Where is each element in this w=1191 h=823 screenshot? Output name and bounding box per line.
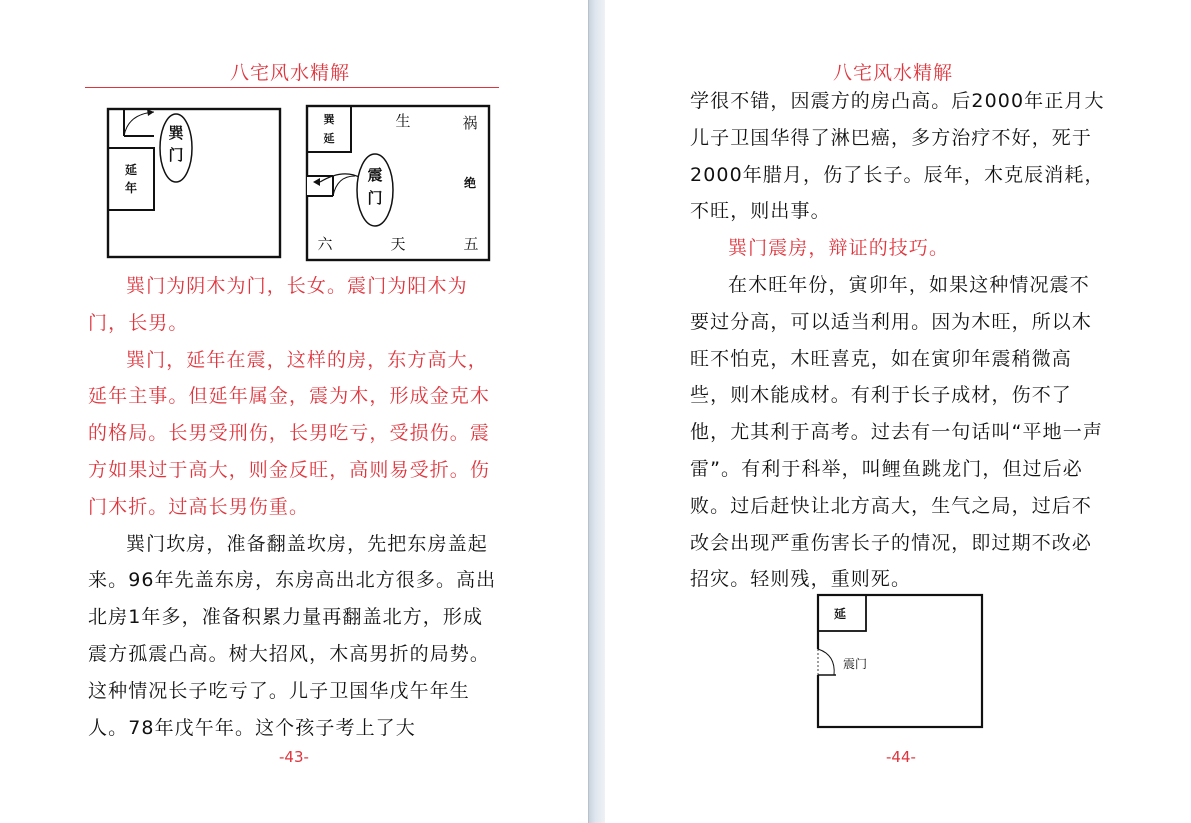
star-wu: 五 — [463, 235, 479, 253]
yan-corner-label: 延 — [833, 607, 847, 621]
star-jue: 绝 — [463, 176, 477, 190]
yannian-room-label-1: 延 — [124, 163, 138, 177]
page-number: -43- — [279, 748, 309, 766]
page-number: -44- — [886, 748, 916, 766]
corner-label-1: 巽 — [323, 113, 335, 126]
left-page — [0, 0, 588, 823]
paragraph: 巽门为阴木为门，长女。震门为阳木为门，长男。 — [88, 275, 468, 334]
star-huo: 祸 — [462, 114, 478, 132]
running-header: 八宅风水精解 — [230, 62, 351, 84]
running-header: 八宅风水精解 — [833, 62, 954, 84]
xun-door-floorplan — [104, 104, 284, 260]
paragraph: 在木旺年份，寅卯年，如果这种情况震不要过分高，可以适当利用。因为木旺，所以木旺不怕克，木旺喜克，如在寅卯年震稍微高些，则木能成材。有利于长子成材，伤不了他，尤其利于高考。过去有一句话叫“平地一声雷”。有利于科举，叫鲤鱼跳龙门，但过后必败。过后赶快让北方高大，生气之局，过后不改会出现严重伤害长子的情况，即过期不改必招灾。轻则残，重则死。 — [690, 273, 1103, 591]
zhen-door-small-label: 震门 — [843, 657, 868, 671]
header-rule — [85, 87, 499, 88]
paragraph: 学很不错，因震方的房凸高。后2000年正月大儿子卫国华得了淋巴癌，多方治疗不好，死于2000年腊月，伤了长子。辰年，木克辰消耗，不旺，则出事。 — [690, 90, 1105, 223]
star-liu: 六 — [317, 235, 333, 253]
zhen-door-label-1: 震 — [367, 166, 383, 184]
zhen-door-floorplan-small — [814, 591, 986, 731]
right-body-text — [690, 83, 1108, 598]
xun-door-label-2: 门 — [168, 146, 184, 164]
star-sheng: 生 — [395, 112, 411, 130]
star-tian: 天 — [390, 235, 406, 253]
left-body-text — [88, 268, 502, 746]
xun-door-label-1: 巽 — [168, 124, 184, 142]
paragraph: 巽门，延年在震，这样的房，东方高大，延年主事。但延年属金，震为木，形成金克木的格局。长男受刑伤，长男吃亏，受损伤。震方如果过于高大，则金反旺，高则易受折。伤门木折。过高长男伤重。 — [88, 348, 491, 518]
zhen-door-label-2: 门 — [367, 189, 383, 207]
yannian-room-label-2: 年 — [124, 181, 138, 195]
corner-label-2: 延 — [323, 132, 335, 145]
right-page — [604, 0, 1191, 823]
page-gutter — [588, 0, 605, 823]
paragraph: 巽门坎房，准备翻盖坎房，先把东房盖起来。96年先盖东房，东房高出北方很多。高出北房1年多，准备积累力量再翻盖北方，形成震方孤震凸高。树大招风，木高男折的局势。这种情况长子吃亏了。儿子卫国华戊午年生人。78年戊午年。这个孩子考上了大 — [88, 532, 497, 739]
zhen-door-floorplan — [303, 102, 493, 262]
section-heading: 巽门震房，辩证的技巧。 — [728, 237, 950, 260]
